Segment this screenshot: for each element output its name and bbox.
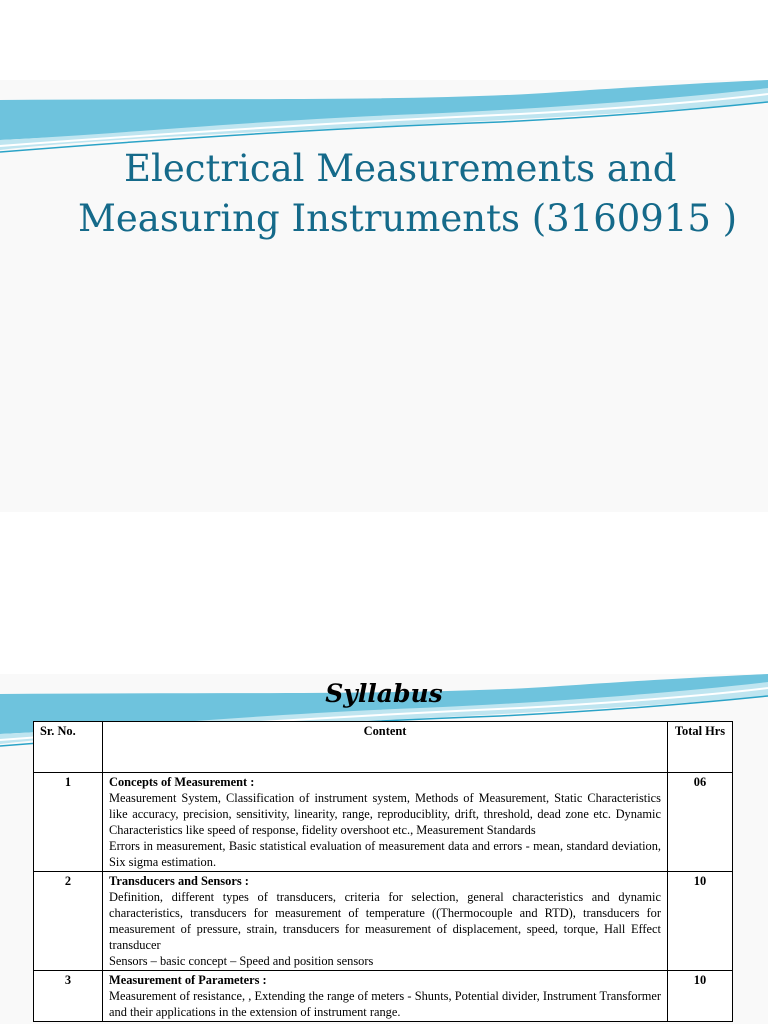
row-content [103, 773, 668, 872]
row-hours: 10 [668, 971, 733, 1022]
table-row [34, 971, 733, 1022]
unit-text: Errors in measurement, Basic statistical evaluation of measurement data and errors - mean, standard deviation, Six sigma estimation. [109, 839, 661, 869]
row-sr-no: 1 [34, 773, 103, 872]
unit-text: Measurement of resistance, , Extending the range of meters - Shunts, Potential divider, Instrument Transformer and their applications in the extension of instrument range. [109, 989, 661, 1019]
syllabus-slide [0, 674, 768, 1024]
unit-title: Concepts of Measurement : [109, 775, 255, 789]
unit-title: Transducers and Sensors : [109, 874, 249, 888]
column-header-total-hrs: Total Hrs [668, 722, 733, 773]
syllabus-heading: Syllabus [325, 679, 443, 708]
unit-text: Sensors – basic concept – Speed and position sensors [109, 954, 374, 968]
column-header-content: Content [103, 722, 668, 773]
presentation-title [0, 144, 768, 244]
unit-text: Measurement System, Classification of instrument system, Methods of Measurement, Static Characteristics like accuracy, precision, sensitivity, linearity, range, reproduciblity, drift, threshold, dead zone etc. Dynamic Characteristics like speed of response, fidelity overshoot etc., Measurement Standards [109, 791, 661, 837]
table-row [34, 872, 733, 971]
table-header-row [34, 722, 733, 773]
title-line-1: Electrical Measurements and [124, 147, 677, 190]
table-row [34, 773, 733, 872]
row-sr-no: 3 [34, 971, 103, 1022]
row-content [103, 872, 668, 971]
row-hours: 10 [668, 872, 733, 971]
unit-title: Measurement of Parameters : [109, 973, 267, 987]
row-content [103, 971, 668, 1022]
row-hours: 06 [668, 773, 733, 872]
unit-text: Definition, different types of transducers, criteria for selection, general characteristics and dynamic characteristics, transducers for measurement of temperature ((Thermocouple and RTD), transducers for measurement of pressure, strain, transducers for measurement of displacement, speed, torque, Hall Effect transducer [109, 890, 661, 952]
column-header-sr-no: Sr. No. [34, 722, 103, 773]
row-sr-no: 2 [34, 872, 103, 971]
title-slide [0, 80, 768, 512]
title-line-2: Measuring Instruments (3160915 ) [78, 197, 738, 240]
syllabus-table [33, 721, 733, 1022]
